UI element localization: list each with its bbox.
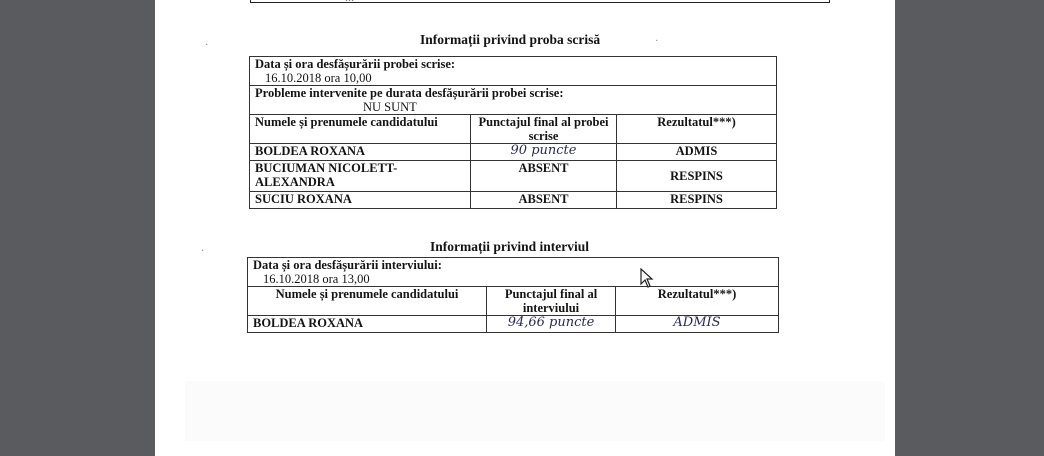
written-test-date-cell [250, 57, 777, 86]
col-header-score: Punctajul final al interviului [487, 287, 616, 316]
table-row [250, 192, 777, 209]
mouse-cursor-icon [640, 268, 654, 288]
written-test-problems-cell [250, 86, 777, 115]
interview-heading: Informații privind interviul [430, 239, 590, 254]
written-test-problems-value: NU SUNT [363, 100, 417, 114]
candidate-name: SUCIU ROXANA [250, 192, 471, 209]
candidate-score: ABSENT [471, 161, 617, 192]
written-test-date-label: Data și ora desfășurării probei scrise: [255, 57, 456, 71]
written-test-date-value: 16.10.2018 ora 10,00 [265, 71, 372, 85]
document-page[interactable]: · · · Informații privind proba scrisă Data și ora desfășurării probei scrise: 16.10.2018 ora 10,00 Probleme intervenite pe durata desfășurării probei scrise: NU SUNT Numele și prenumele candidatului Punctajul final al probei scrise Rezultatul***) BOLDEA ROXANA 90 puncte ADMIS BUCIUMAN NICOLETT-ALEXANDRA ABSENT RESPINS SUCIU ROXANA ABSENT RESPINS Informații privind interviul Data și ora desfășurării interviului: 16.10.2018 ora 13,00 Numele și prenumele candidatului Punctajul final al interviului Rezultatul***) BOLDEA ROXANA 94,66 puncte ADMIS [155, 0, 895, 456]
candidate-result: RESPINS [617, 192, 777, 209]
written-test-problems-label: Probleme intervenite pe durata desfășurării probei scrise: [255, 86, 564, 100]
candidate-score: ABSENT [471, 192, 617, 209]
interview-date-label: Data și ora desfășurării interviului: [253, 258, 442, 272]
candidate-score: 90 puncte [471, 144, 617, 161]
written-test-table [249, 56, 777, 209]
interview-date-value: 16.10.2018 ora 13,00 [263, 272, 370, 286]
candidate-score: 94,66 puncte [487, 316, 616, 333]
interview-date-cell [248, 258, 779, 287]
col-header-name: Numele și prenumele candidatului [248, 287, 487, 316]
previous-table-fragment [345, 0, 354, 5]
candidate-result: RESPINS [617, 161, 777, 192]
col-header-result: Rezultatul***) [616, 287, 779, 316]
col-header-result: Rezultatul***) [617, 115, 777, 144]
candidate-name: BUCIUMAN NICOLETT-ALEXANDRA [250, 161, 471, 192]
table-row [250, 144, 777, 161]
candidate-name: BOLDEA ROXANA [250, 144, 471, 161]
written-test-heading: Informații privind proba scrisă [420, 32, 601, 47]
previous-table-bottom [250, 0, 830, 3]
interview-table [247, 257, 779, 333]
col-header-name: Numele și prenumele candidatului [250, 115, 471, 144]
page-scan-area [185, 381, 885, 441]
col-header-score: Punctajul final al probei scrise [471, 115, 617, 144]
candidate-name: BOLDEA ROXANA [248, 316, 487, 333]
candidate-result: ADMIS [616, 316, 779, 333]
table-row [248, 316, 779, 333]
table-row [250, 161, 777, 192]
candidate-result: ADMIS [617, 144, 777, 161]
